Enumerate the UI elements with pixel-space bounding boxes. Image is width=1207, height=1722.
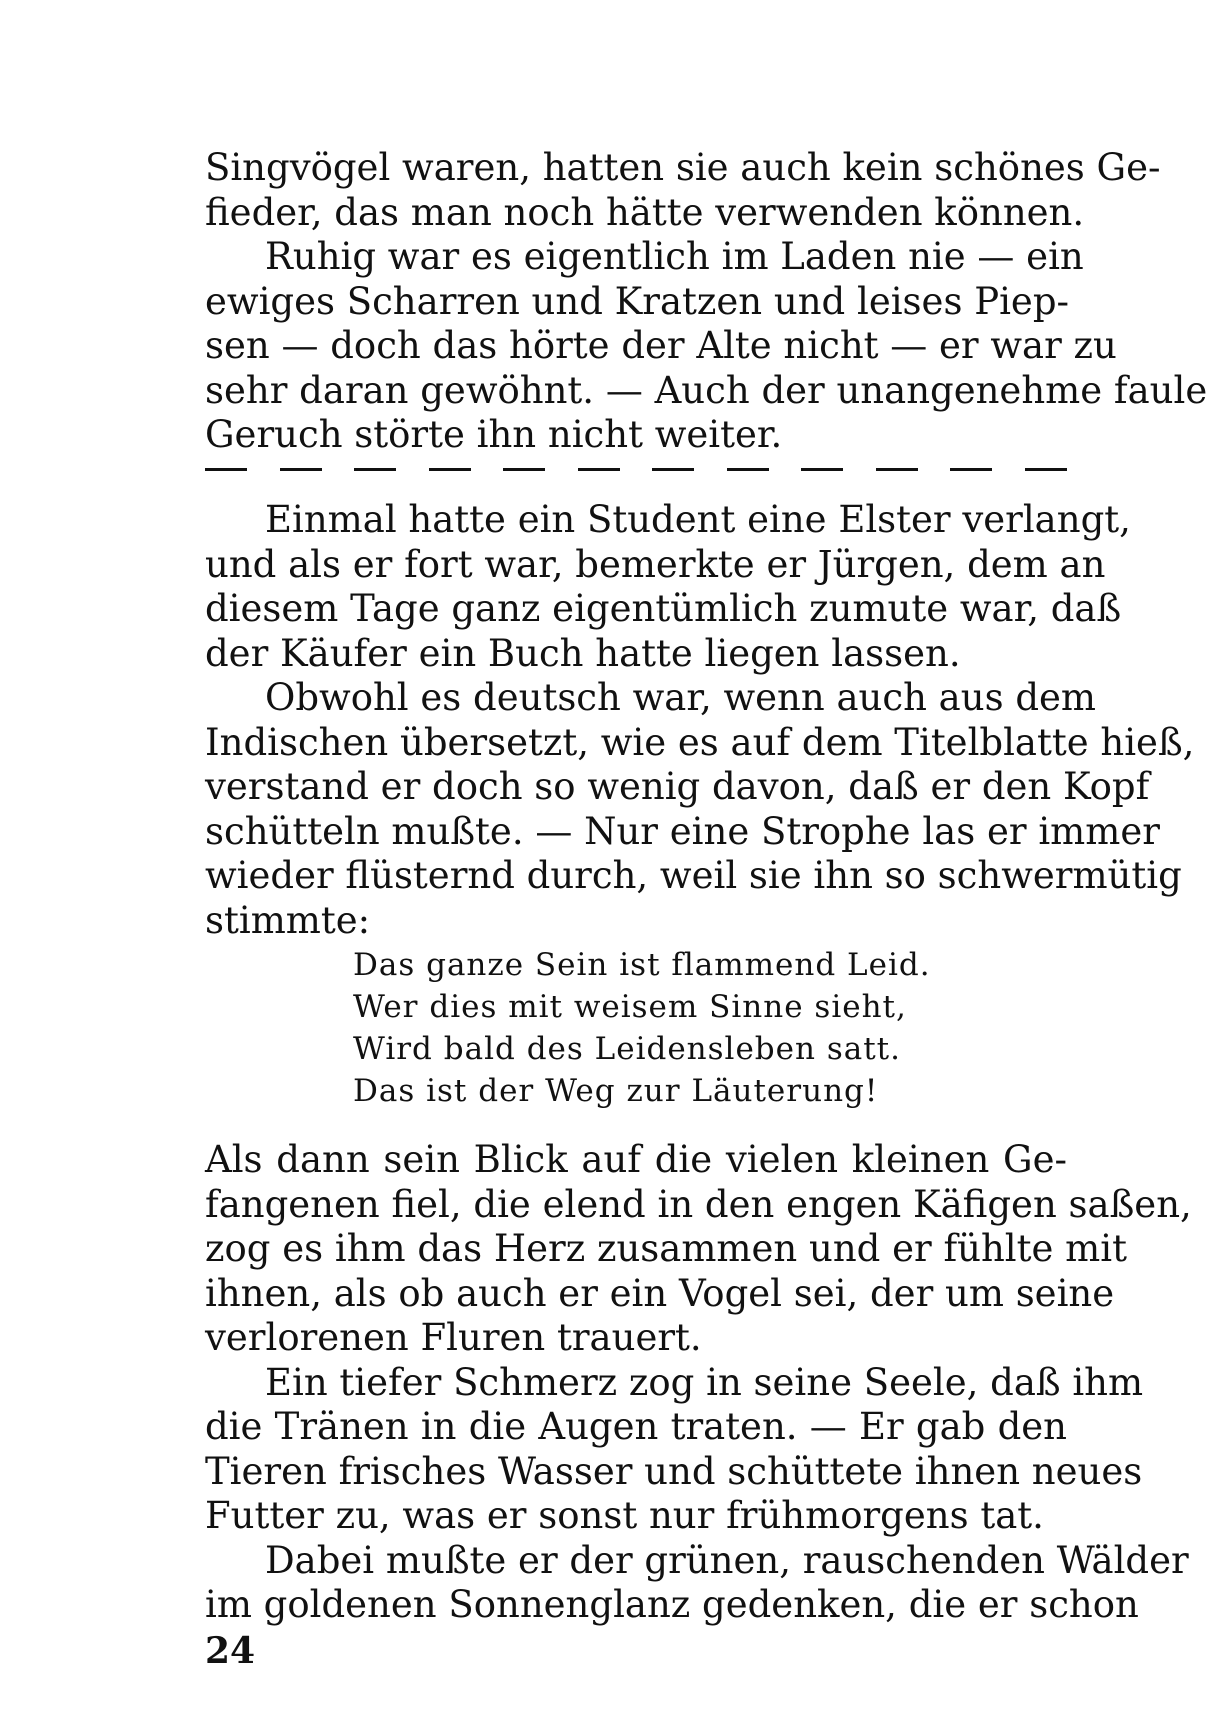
text-line: ihnen, als ob auch er ein Vogel sei, der um seine bbox=[205, 1271, 1115, 1315]
text-line: Ein tiefer Schmerz zog in seine Seele, daß ihm bbox=[265, 1360, 1144, 1404]
text-line: fieder, das man noch hätte verwenden können. bbox=[205, 190, 1085, 234]
separator-dash bbox=[876, 468, 918, 471]
text-line: Einmal hatte ein Student eine Elster verlangt, bbox=[265, 498, 1131, 541]
text-line: verstand er doch so wenig davon, daß er den Kopf bbox=[205, 765, 1150, 808]
text-block-bottom bbox=[205, 1138, 1192, 1628]
poem-verse: Das ist der Weg zur Läuterung! bbox=[353, 1073, 879, 1109]
separator-dash bbox=[1025, 468, 1067, 471]
separator-dash bbox=[503, 468, 545, 471]
separator-dash bbox=[950, 468, 992, 471]
text-line: Ruhig war es eigentlich im Laden nie — ein bbox=[265, 235, 1084, 278]
text-line: sen — doch das hörte der Alte nicht — er war zu bbox=[205, 324, 1117, 367]
text-line: die Tränen in die Augen traten. — Er gab den bbox=[205, 1405, 1067, 1448]
text-line: wieder flüsternd durch, weil sie ihn so schwermütig bbox=[205, 854, 1182, 897]
text-block-top bbox=[205, 146, 1207, 458]
text-line: Indischen übersetzt, wie es auf dem Titelblatte hieß, bbox=[205, 720, 1195, 764]
text-line: stimmte: bbox=[205, 898, 371, 942]
page-number: 24 bbox=[205, 1630, 256, 1672]
separator-dash bbox=[429, 468, 471, 471]
text-line: verlorenen Fluren trauert. bbox=[205, 1316, 702, 1359]
separator-dash bbox=[652, 468, 694, 471]
separator-dash bbox=[280, 468, 322, 471]
text-line: diesem Tage ganz eigentümlich zumute war, daß bbox=[205, 587, 1122, 630]
text-line: Obwohl es deutsch war, wenn auch aus dem bbox=[265, 676, 1096, 719]
text-line: Tieren frisches Wasser und schüttete ihnen neues bbox=[205, 1449, 1143, 1493]
text-line: Geruch störte ihn nicht weiter. bbox=[205, 413, 783, 456]
text-line: im goldenen Sonnenglanz gedenken, die er schon bbox=[205, 1583, 1139, 1626]
text-line: schütteln mußte. — Nur eine Strophe las er immer bbox=[205, 809, 1160, 853]
poem-verse: Das ganze Sein ist flammend Leid. bbox=[353, 947, 931, 983]
text-line: Als dann sein Blick auf die vielen kleinen Ge- bbox=[205, 1138, 1067, 1181]
separator-dash bbox=[578, 468, 620, 471]
text-line: der Käufer ein Buch hatte liegen lassen. bbox=[205, 631, 961, 675]
poem-stanza bbox=[353, 944, 931, 1112]
poem-verse: Wer dies mit weisem Sinne sieht, bbox=[353, 989, 907, 1025]
text-line: sehr daran gewöhnt. — Auch der unangenehme faule bbox=[205, 368, 1207, 412]
text-line: ewiges Scharren und Kratzen und leises Piep- bbox=[205, 279, 1070, 323]
text-line: und als er fort war, bemerkte er Jürgen, dem an bbox=[205, 542, 1106, 586]
text-line: zog es ihm das Herz zusammen und er fühlte mit bbox=[205, 1227, 1127, 1270]
text-line: Futter zu, was er sonst nur frühmorgens tat. bbox=[205, 1494, 1044, 1537]
poem-verse: Wird bald des Leidensleben satt. bbox=[353, 1031, 901, 1067]
separator-dash bbox=[354, 468, 396, 471]
separator-dash bbox=[801, 468, 843, 471]
section-separator bbox=[205, 468, 1067, 472]
separator-dash bbox=[205, 468, 247, 471]
separator-dash bbox=[727, 468, 769, 471]
text-block-middle bbox=[205, 498, 1195, 943]
text-line: Dabei mußte er der grünen, rauschenden Wälder bbox=[265, 1538, 1189, 1582]
text-line: fangenen fiel, die elend in den engen Käfigen saßen, bbox=[205, 1182, 1192, 1226]
text-line: Singvögel waren, hatten sie auch kein schönes Ge- bbox=[205, 146, 1161, 189]
